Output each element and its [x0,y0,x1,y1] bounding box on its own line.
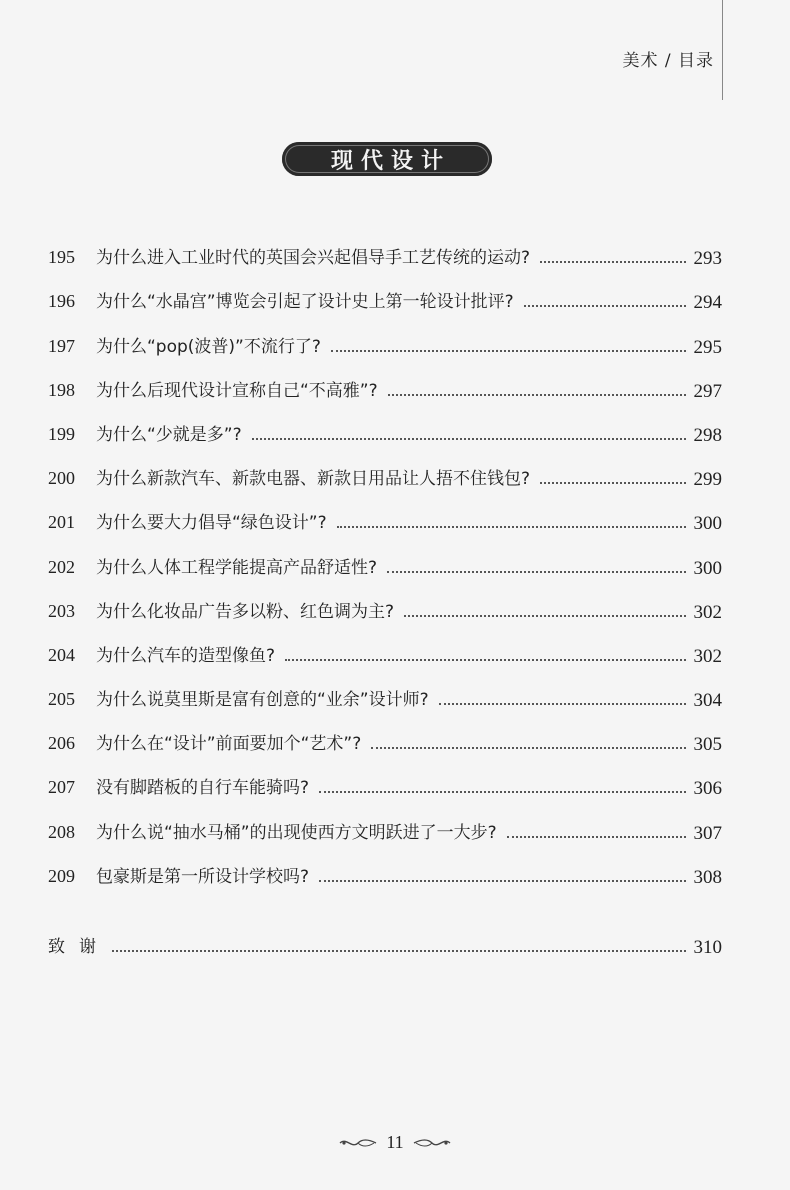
dot-leader [387,571,685,573]
running-head: 美术 / 目录 [622,51,714,71]
section-banner [282,142,492,176]
dot-leader [524,305,686,307]
entry-title: 为什么进入工业时代的英国会兴起倡导手工艺传统的运动? [96,248,531,269]
acknowledgement-page: 310 [693,937,722,958]
page-footer [0,1132,790,1153]
entry-number: 200 [48,468,75,489]
entry-page: 302 [693,601,722,623]
toc-entry[interactable] [48,535,722,579]
entry-page: 302 [693,645,722,667]
section-title: 现代设计 [330,148,451,174]
left-ornament-icon [338,1136,378,1150]
toc-list [48,226,722,889]
entry-number: 203 [48,600,75,621]
dot-leader [337,526,686,528]
acknowledgement-label: 致谢 [48,937,110,957]
dot-leader [507,836,686,838]
entry-page: 300 [693,557,722,579]
entry-title: 为什么在“设计”前面要加个“艺术”? [96,734,362,755]
entry-number: 204 [48,644,75,665]
entry-page: 304 [693,690,722,712]
entry-title: 为什么化妆品广告多以粉、红色调为主? [96,601,395,622]
dot-leader [319,791,685,793]
entry-title: 为什么人体工程学能提高产品舒适性? [96,557,378,578]
toc-entry[interactable] [48,800,722,844]
dot-leader [404,615,685,617]
dot-leader [540,261,685,263]
acknowledgement-entry[interactable] [48,932,722,959]
entry-number: 207 [48,777,75,798]
entry-number: 202 [48,556,75,577]
entry-number: 196 [48,291,75,312]
entry-number: 205 [48,689,75,710]
entry-number: 197 [48,335,75,356]
entry-title: 为什么要大力倡导“绿色设计”? [96,513,327,534]
entry-page: 300 [693,513,722,535]
entry-title: 为什么“水晶宫”博览会引起了设计史上第一轮设计批评? [96,292,514,313]
dot-leader [540,482,685,484]
entry-title: 为什么说“抽水马桶”的出现使西方文明跃进了一大步? [96,822,497,843]
toc-entry[interactable] [48,845,722,889]
entry-page: 299 [693,469,722,491]
toc-entry[interactable] [48,712,722,756]
entry-title: 为什么后现代设计宣称自己“不高雅”? [96,380,378,401]
toc-entry[interactable] [48,314,722,358]
entry-title: 为什么新款汽车、新款电器、新款日用品让人捂不住钱包? [96,469,531,490]
toc-entry[interactable] [48,270,722,314]
entry-title: 为什么说莫里斯是富有创意的“业余”设计师? [96,690,429,711]
entry-title: 没有脚踏板的自行车能骑吗? [96,778,310,799]
toc-entry[interactable] [48,403,722,447]
entry-page: 295 [693,336,722,358]
dot-leader [112,950,686,952]
toc-entry[interactable] [48,447,722,491]
toc-entry[interactable] [48,580,722,624]
entry-title: 包豪斯是第一所设计学校吗? [96,866,310,887]
entry-title: 为什么“pop(波普)”不流行了? [96,336,321,357]
dot-leader [331,350,686,352]
entry-page: 294 [693,292,722,314]
dot-leader [371,747,685,749]
toc-entry[interactable] [48,756,722,800]
toc-entry[interactable] [48,624,722,668]
toc-entry[interactable] [48,359,722,403]
dot-leader [285,659,685,661]
entry-page: 308 [693,866,722,888]
entry-page: 293 [693,248,722,270]
dot-leader [388,394,686,396]
entry-number: 208 [48,821,75,842]
margin-rule [722,0,723,100]
entry-title: 为什么汽车的造型像鱼? [96,645,276,666]
entry-page: 297 [693,380,722,402]
right-ornament-icon [412,1136,452,1150]
dot-leader [252,438,686,440]
entry-title: 为什么“少就是多”? [96,424,242,445]
dot-leader [439,703,686,705]
entry-number: 195 [48,247,75,268]
toc-entry[interactable] [48,668,722,712]
toc-entry[interactable] [48,226,722,270]
page-number: 11 [386,1132,404,1152]
entry-page: 298 [693,424,722,446]
entry-page: 305 [693,734,722,756]
entry-number: 206 [48,733,75,754]
entry-number: 201 [48,512,75,533]
entry-page: 307 [693,822,722,844]
entry-number: 209 [48,865,75,886]
entry-number: 198 [48,379,75,400]
entry-page: 306 [693,778,722,800]
dot-leader [319,880,685,882]
entry-number: 199 [48,423,75,444]
toc-entry[interactable] [48,491,722,535]
